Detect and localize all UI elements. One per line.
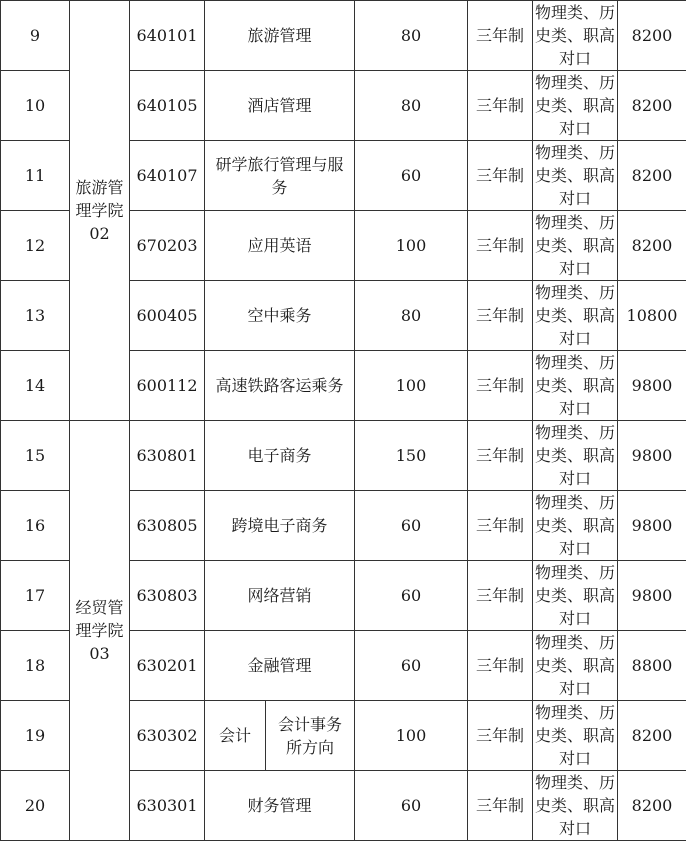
row-number: 9 — [1, 1, 70, 71]
major-code: 630801 — [130, 421, 205, 491]
enrollment-quota: 80 — [355, 1, 468, 71]
admission-types: 物理类、历史类、职高对口 — [533, 141, 618, 211]
row-number: 11 — [1, 141, 70, 211]
row-number: 14 — [1, 351, 70, 421]
study-duration: 三年制 — [468, 771, 533, 841]
major-code: 630201 — [130, 631, 205, 701]
study-duration: 三年制 — [468, 491, 533, 561]
admission-types: 物理类、历史类、职高对口 — [533, 771, 618, 841]
major-code: 630805 — [130, 491, 205, 561]
major-name: 空中乘务 — [205, 281, 355, 351]
enrollment-quota: 60 — [355, 491, 468, 561]
table-row — [1, 1, 686, 71]
major-name-split — [205, 701, 355, 771]
row-number: 18 — [1, 631, 70, 701]
major-code: 600405 — [130, 281, 205, 351]
tuition-fee: 9800 — [618, 351, 686, 421]
row-number: 20 — [1, 771, 70, 841]
study-duration: 三年制 — [468, 281, 533, 351]
tuition-fee: 9800 — [618, 561, 686, 631]
enrollment-quota: 60 — [355, 771, 468, 841]
tuition-fee: 8800 — [618, 631, 686, 701]
study-duration: 三年制 — [468, 1, 533, 71]
study-duration: 三年制 — [468, 211, 533, 281]
enrollment-quota: 100 — [355, 351, 468, 421]
major-code: 630302 — [130, 701, 205, 771]
admission-types: 物理类、历史类、职高对口 — [533, 351, 618, 421]
major-name: 电子商务 — [205, 421, 355, 491]
enrollment-quota: 80 — [355, 281, 468, 351]
major-code: 600112 — [130, 351, 205, 421]
study-duration: 三年制 — [468, 561, 533, 631]
major-name: 旅游管理 — [205, 1, 355, 71]
admission-types: 物理类、历史类、职高对口 — [533, 701, 618, 771]
tuition-fee: 8200 — [618, 1, 686, 71]
admission-types: 物理类、历史类、职高对口 — [533, 211, 618, 281]
major-name: 财务管理 — [205, 771, 355, 841]
tuition-fee: 9800 — [618, 421, 686, 491]
tuition-fee: 8200 — [618, 141, 686, 211]
tuition-fee: 8200 — [618, 771, 686, 841]
study-duration: 三年制 — [468, 421, 533, 491]
enrollment-quota: 100 — [355, 211, 468, 281]
major-name: 金融管理 — [205, 631, 355, 701]
study-duration: 三年制 — [468, 351, 533, 421]
row-number: 19 — [1, 701, 70, 771]
major-code: 640105 — [130, 71, 205, 141]
table-row — [1, 421, 686, 491]
tuition-fee: 8200 — [618, 71, 686, 141]
tuition-fee: 8200 — [618, 211, 686, 281]
enrollment-quota: 150 — [355, 421, 468, 491]
major-code: 640101 — [130, 1, 205, 71]
major-name: 酒店管理 — [205, 71, 355, 141]
admission-types: 物理类、历史类、职高对口 — [533, 421, 618, 491]
major-code: 640107 — [130, 141, 205, 211]
major-direction: 会计事务所方向 — [266, 701, 354, 770]
row-number: 15 — [1, 421, 70, 491]
major-name: 高速铁路客运乘务 — [205, 351, 355, 421]
row-number: 12 — [1, 211, 70, 281]
college-cell: 旅游管理学院02 — [70, 1, 130, 421]
major-name: 网络营销 — [205, 561, 355, 631]
major-name: 跨境电子商务 — [205, 491, 355, 561]
study-duration: 三年制 — [468, 701, 533, 771]
enrollment-quota: 80 — [355, 71, 468, 141]
college-cell: 经贸管理学院03 — [70, 421, 130, 841]
major-name: 应用英语 — [205, 211, 355, 281]
row-number: 17 — [1, 561, 70, 631]
tuition-fee: 10800 — [618, 281, 686, 351]
enrollment-quota: 60 — [355, 631, 468, 701]
enrollment-quota: 100 — [355, 701, 468, 771]
row-number: 10 — [1, 71, 70, 141]
admission-types: 物理类、历史类、职高对口 — [533, 491, 618, 561]
major-name: 会计 — [205, 701, 266, 770]
admission-types: 物理类、历史类、职高对口 — [533, 561, 618, 631]
admission-types: 物理类、历史类、职高对口 — [533, 631, 618, 701]
admission-types: 物理类、历史类、职高对口 — [533, 1, 618, 71]
admission-types: 物理类、历史类、职高对口 — [533, 281, 618, 351]
enrollment-quota: 60 — [355, 141, 468, 211]
major-name: 研学旅行管理与服务 — [205, 141, 355, 211]
study-duration: 三年制 — [468, 141, 533, 211]
row-number: 16 — [1, 491, 70, 561]
major-code: 670203 — [130, 211, 205, 281]
enrollment-quota: 60 — [355, 561, 468, 631]
tuition-fee: 8200 — [618, 701, 686, 771]
row-number: 13 — [1, 281, 70, 351]
admission-types: 物理类、历史类、职高对口 — [533, 71, 618, 141]
study-duration: 三年制 — [468, 631, 533, 701]
study-duration: 三年制 — [468, 71, 533, 141]
major-code: 630301 — [130, 771, 205, 841]
tuition-fee: 9800 — [618, 491, 686, 561]
major-code: 630803 — [130, 561, 205, 631]
